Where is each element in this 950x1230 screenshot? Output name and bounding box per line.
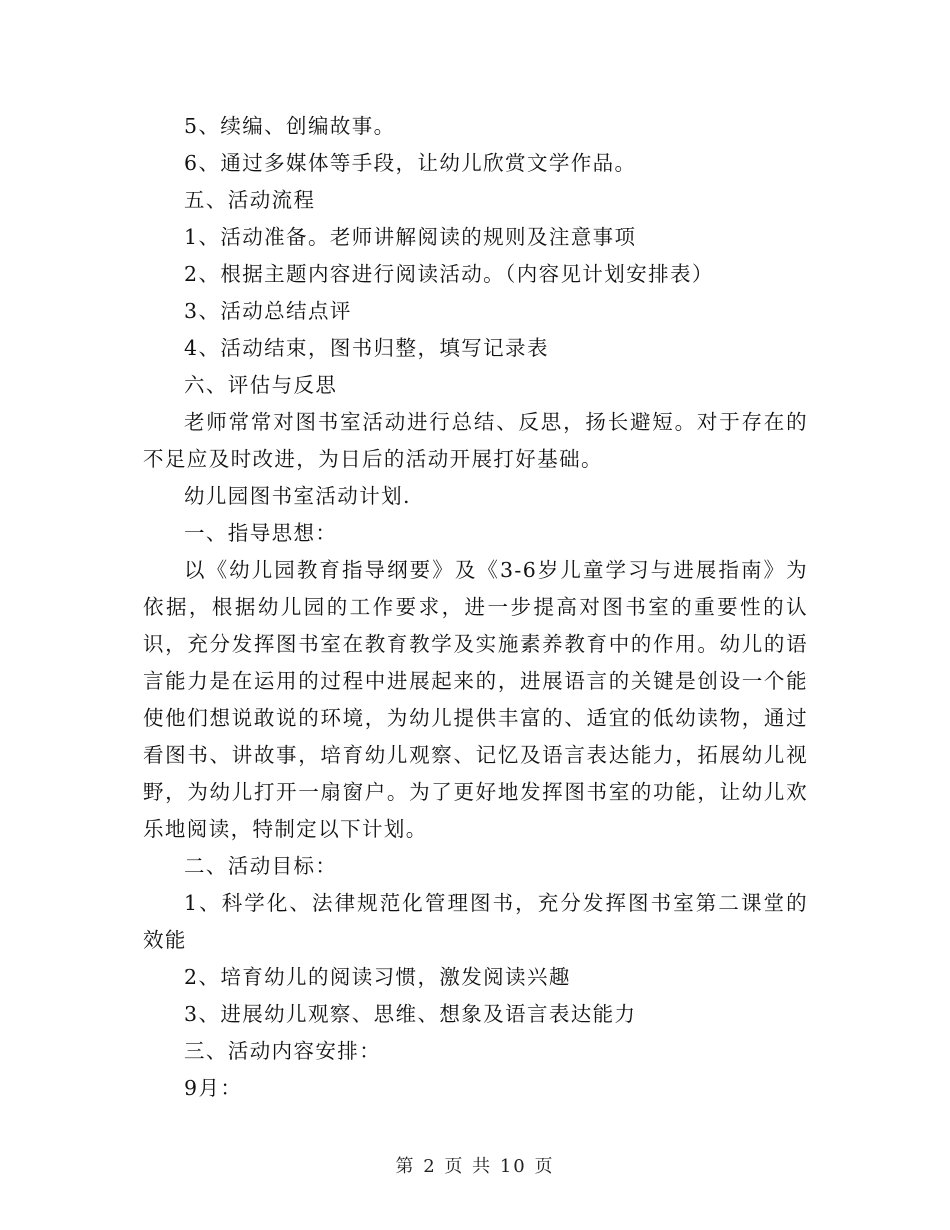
section-heading: 二、活动目标：: [184, 854, 338, 878]
paragraph: 1、活动准备。老师讲解阅读的规则及注意事项: [184, 225, 637, 249]
section-heading: 一、指导思想：: [184, 521, 338, 545]
paragraph: 以《幼儿园教育指导纲要》及《3-6岁儿童学习与进展指南》为依据，根据幼儿园的工作要求，进一步提高对图书室的重要性的认识，充分发挥图书室在教育教学及实施素养教育中的作用。幼儿的语言能力是在运用的过程中进展起来的，进展语言的关键是创设一个能使他们想说敢说的环境，为幼儿提供丰富的、适宜的低幼读物，通过看图书、讲故事，培育幼儿观察、记忆及语言表达能力，拓展幼儿视野，为幼儿打开一扇窗户。为了更好地发挥图书室的功能，让幼儿欢乐地阅读，特制定以下计划。: [143, 558, 808, 841]
paragraph: 2、培育幼儿的阅读习惯，激发阅读兴趣: [184, 965, 571, 989]
section-heading: 六、评估与反思: [184, 373, 338, 397]
paragraph: 5、续编、创编故事。: [184, 114, 396, 138]
document-body: [143, 108, 808, 1107]
paragraph: 6、通过多媒体等手段，让幼儿欣赏文学作品。: [184, 151, 637, 175]
paragraph: 3、进展幼儿观察、思维、想象及语言表达能力: [184, 1002, 637, 1026]
paragraph: 2、根据主题内容进行阅读活动。（内容见计划安排表）: [184, 262, 714, 286]
paragraph: 9月：: [184, 1076, 243, 1100]
paragraph: 老师常常对图书室活动进行总结、反思，扬长避短。对于存在的不足应及时改进，为日后的活动开展打好基础。: [143, 410, 808, 471]
document-title: 幼儿园图书室活动计划.: [184, 484, 411, 508]
section-heading: 五、活动流程: [184, 188, 316, 212]
paragraph: 1、科学化、法律规范化管理图书，充分发挥图书室第二课堂的效能: [143, 891, 808, 952]
page-footer: 第 2 页 共 10 页: [395, 1156, 555, 1177]
paragraph: 4、活动结束，图书归整，填写记录表: [184, 336, 549, 360]
section-heading: 三、活动内容安排：: [184, 1039, 382, 1063]
paragraph: 3、活动总结点评: [184, 299, 352, 323]
